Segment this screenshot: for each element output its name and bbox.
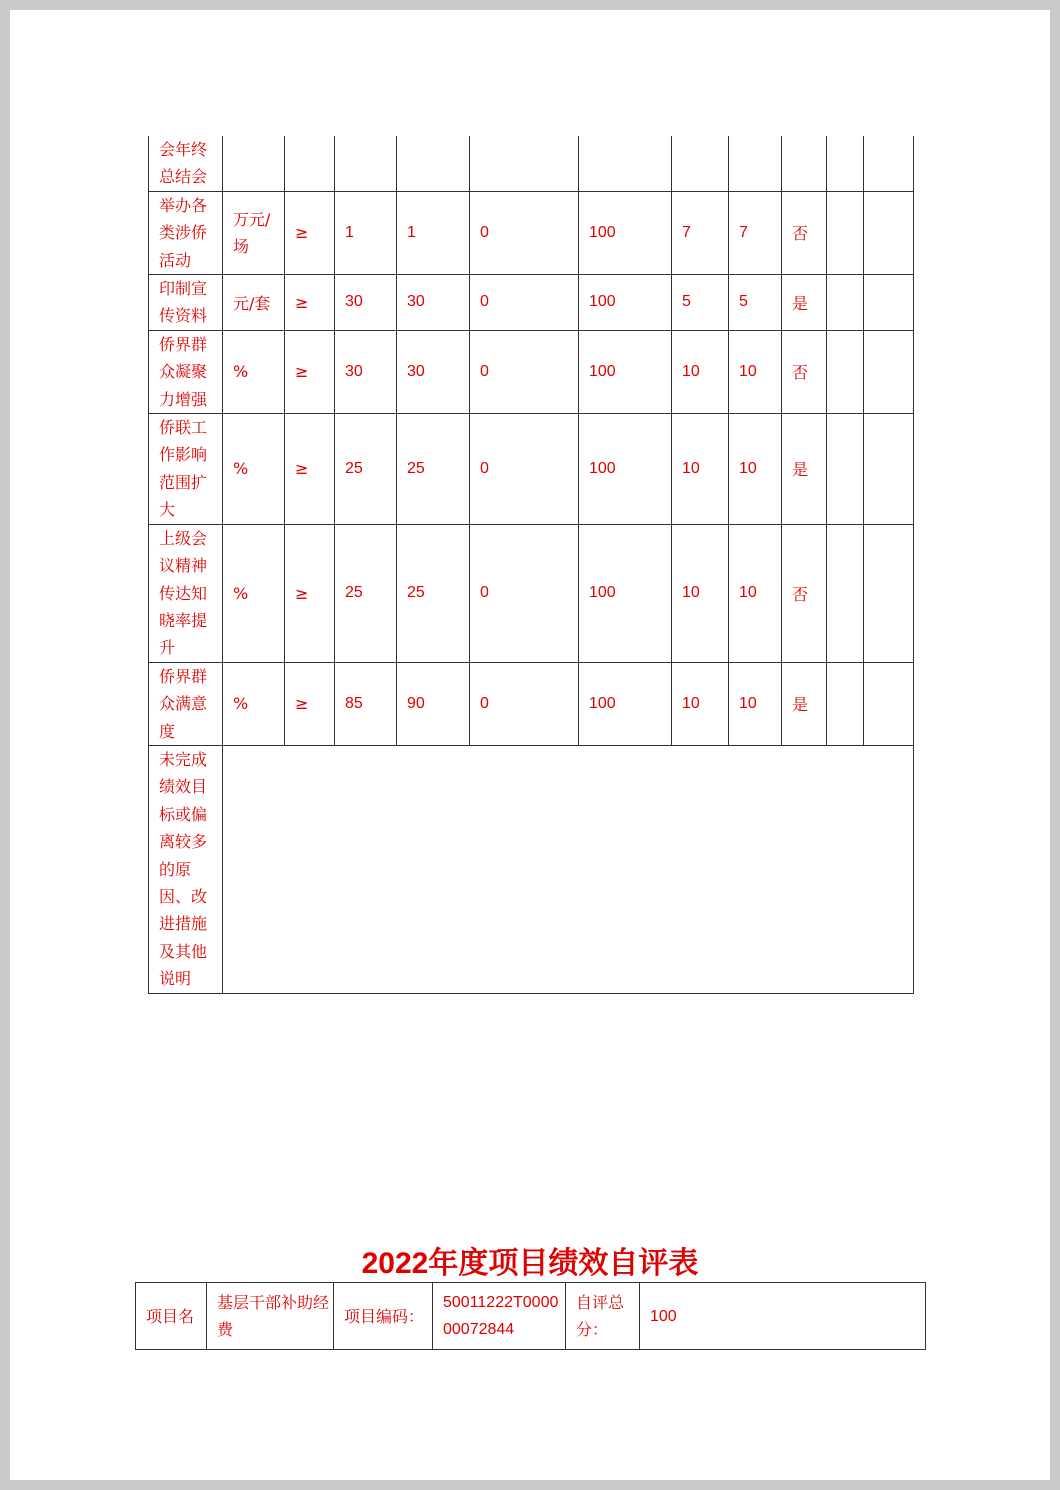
indicator-extra-cell: [827, 524, 864, 662]
indicator-deviation: 0: [470, 275, 579, 331]
indicator-unit: [223, 136, 285, 191]
indicator-name: 侨界群众满意度: [149, 662, 223, 745]
indicator-deviation: 0: [470, 662, 579, 745]
indicator-operator: [285, 136, 335, 191]
indicator-unit: %: [223, 662, 285, 745]
indicator-operator: ≥: [285, 524, 335, 662]
indicator-core-flag: 否: [782, 191, 827, 274]
indicator-name: 印制宣传资料: [149, 275, 223, 331]
indicator-unit: 元/套: [223, 275, 285, 331]
indicator-row: [149, 414, 914, 525]
indicator-target: 25: [335, 414, 397, 525]
indicator-score: 10: [729, 330, 782, 413]
indicator-operator: ≥: [285, 191, 335, 274]
indicator-core-flag: 是: [782, 275, 827, 331]
indicator-core-flag: 是: [782, 414, 827, 525]
indicator-name: 侨联工作影响范围扩大: [149, 414, 223, 525]
indicator-actual: 1: [397, 191, 470, 274]
indicator-weight: 5: [672, 275, 729, 331]
indicator-unit: %: [223, 330, 285, 413]
indicator-completion-rate: 100: [579, 191, 672, 274]
summary-row: [136, 1283, 926, 1350]
project-summary-table: [135, 1282, 926, 1350]
indicator-extra-cell: [827, 414, 864, 525]
indicator-core-flag: 否: [782, 330, 827, 413]
indicator-weight: 10: [672, 330, 729, 413]
indicator-core-flag: 是: [782, 662, 827, 745]
notes-row: [149, 745, 914, 993]
indicator-actual: [397, 136, 470, 191]
indicator-extra-cell: [827, 136, 864, 191]
indicator-core-flag: [782, 136, 827, 191]
indicator-unit: %: [223, 414, 285, 525]
indicator-row: [149, 136, 914, 191]
indicator-row: [149, 330, 914, 413]
indicator-actual: 25: [397, 414, 470, 525]
indicator-completion-rate: [579, 136, 672, 191]
indicator-target: 85: [335, 662, 397, 745]
indicator-name: 侨界群众凝聚力增强: [149, 330, 223, 413]
indicator-completion-rate: 100: [579, 330, 672, 413]
indicator-operator: ≥: [285, 414, 335, 525]
indicator-actual: 30: [397, 275, 470, 331]
indicator-score: [729, 136, 782, 191]
indicator-actual: 30: [397, 330, 470, 413]
indicator-target: 25: [335, 524, 397, 662]
indicator-score: 10: [729, 662, 782, 745]
project-name-label: 项目名: [136, 1283, 207, 1350]
indicator-weight: [672, 136, 729, 191]
indicator-extra-cell: [827, 275, 864, 331]
indicator-deviation: [470, 136, 579, 191]
indicator-deviation: 0: [470, 191, 579, 274]
indicator-weight: 10: [672, 662, 729, 745]
indicator-extra-cell: [864, 414, 914, 525]
indicator-target: 30: [335, 330, 397, 413]
indicator-score: 10: [729, 414, 782, 525]
indicator-weight: 10: [672, 524, 729, 662]
indicator-unit: %: [223, 524, 285, 662]
indicator-operator: ≥: [285, 275, 335, 331]
indicator-completion-rate: 100: [579, 662, 672, 745]
indicator-extra-cell: [827, 662, 864, 745]
indicator-extra-cell: [827, 330, 864, 413]
indicator-row: [149, 524, 914, 662]
indicator-score: 7: [729, 191, 782, 274]
indicator-extra-cell: [864, 191, 914, 274]
indicator-operator: ≥: [285, 330, 335, 413]
indicator-actual: 25: [397, 524, 470, 662]
performance-indicator-table: [148, 136, 914, 994]
notes-content: [223, 745, 914, 993]
indicator-extra-cell: [864, 136, 914, 191]
indicator-completion-rate: 100: [579, 414, 672, 525]
indicator-unit: 万元/场: [223, 191, 285, 274]
indicator-extra-cell: [864, 524, 914, 662]
indicator-row: [149, 662, 914, 745]
indicator-target: [335, 136, 397, 191]
self-score-value: 100: [640, 1283, 926, 1350]
project-name-value: 基层干部补助经费: [207, 1283, 334, 1350]
indicator-operator: ≥: [285, 662, 335, 745]
indicator-target: 30: [335, 275, 397, 331]
project-code-value: 50011222T000000072844: [433, 1283, 566, 1350]
indicator-core-flag: 否: [782, 524, 827, 662]
indicator-actual: 90: [397, 662, 470, 745]
indicator-score: 10: [729, 524, 782, 662]
indicator-weight: 10: [672, 414, 729, 525]
indicator-name: 会年终总结会: [149, 136, 223, 191]
indicator-extra-cell: [864, 330, 914, 413]
notes-label: 未完成绩效目标或偏离较多的原因、改进措施及其他说明: [149, 745, 223, 993]
indicator-weight: 7: [672, 191, 729, 274]
indicator-row: [149, 275, 914, 331]
indicator-target: 1: [335, 191, 397, 274]
indicator-name: 举办各类涉侨活动: [149, 191, 223, 274]
indicator-extra-cell: [864, 662, 914, 745]
indicator-extra-cell: [864, 275, 914, 331]
indicator-deviation: 0: [470, 330, 579, 413]
indicator-extra-cell: [827, 191, 864, 274]
indicator-completion-rate: 100: [579, 275, 672, 331]
project-code-label: 项目编码：: [334, 1283, 433, 1350]
indicator-deviation: 0: [470, 414, 579, 525]
indicator-completion-rate: 100: [579, 524, 672, 662]
indicator-deviation: 0: [470, 524, 579, 662]
indicator-score: 5: [729, 275, 782, 331]
indicator-name: 上级会议精神传达知晓率提升: [149, 524, 223, 662]
document-title: 2022年度项目绩效自评表: [361, 1247, 699, 1280]
self-score-label: 自评总分：: [566, 1283, 640, 1350]
indicator-row: [149, 191, 914, 274]
document-page: [10, 10, 1050, 1480]
